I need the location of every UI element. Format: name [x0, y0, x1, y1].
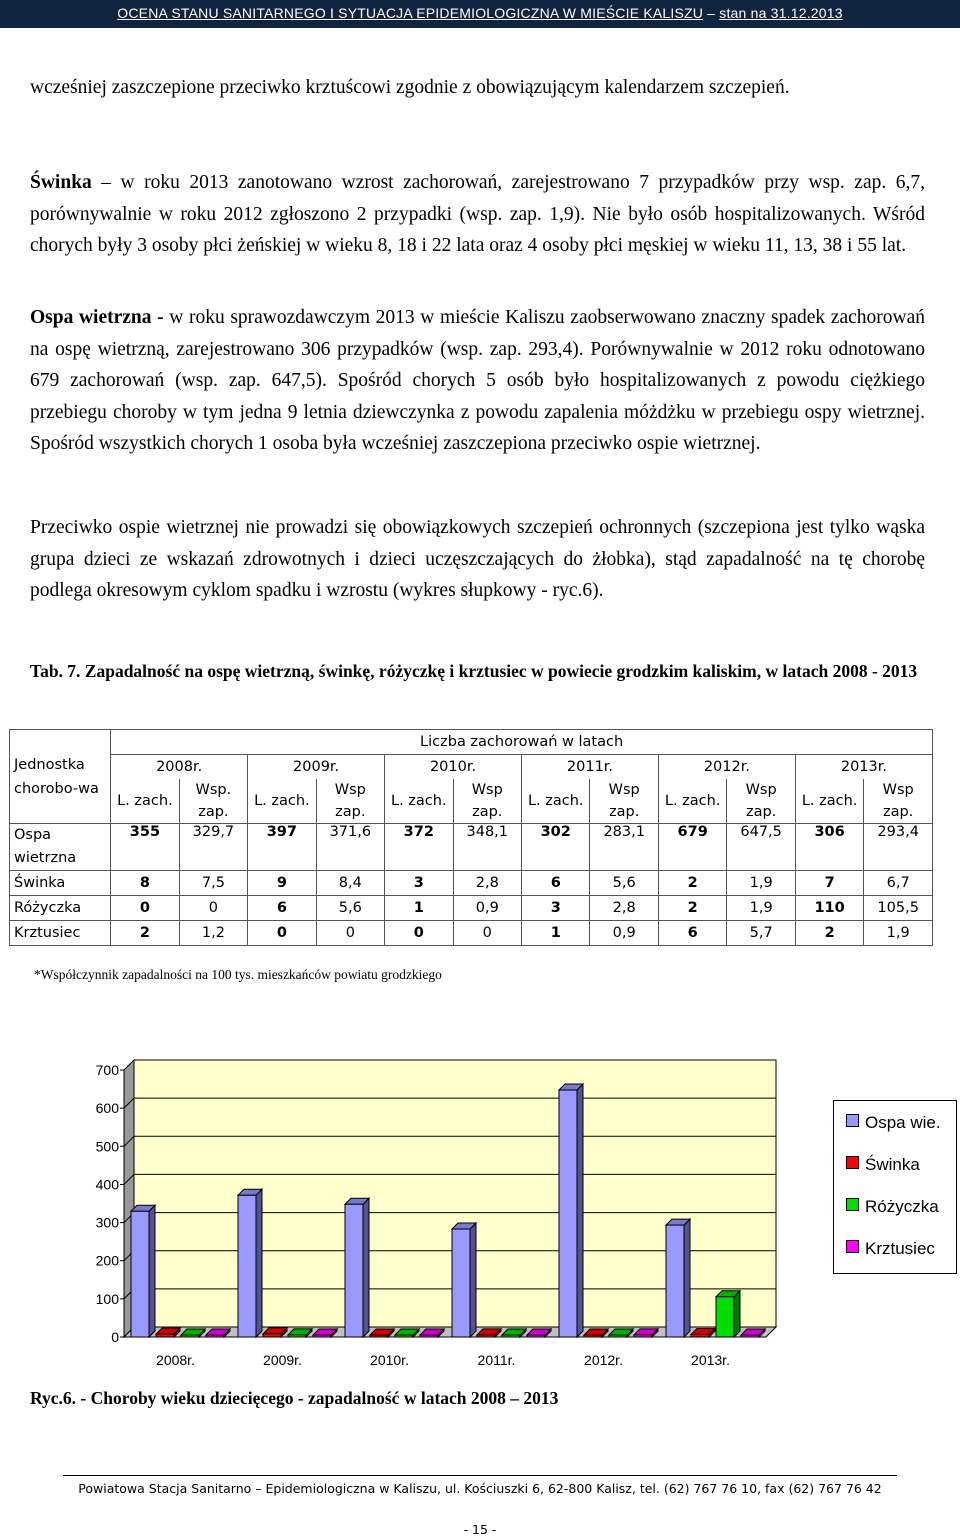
table-cell: 2,8 [453, 871, 521, 896]
bar-side [256, 1189, 262, 1337]
table-year-header: 2010r. [385, 755, 522, 780]
table-cell: 5,7 [727, 921, 795, 946]
table-cell: 355 [111, 824, 179, 871]
paragraph-swinka-text: – w roku 2013 zanotowano wzrost zachorowań, zarejestrowano 7 przypadków przy wsp. zap. 6,7, porównywalnie w roku 2012 zgłoszono 2 przypadki (wsp. zap. 1,9). Nie było osób hospitalizowanych. Wśród chorych były 3 osoby płci żeńskiej w wieku 8, 18 i 22 lata oraz 4 osoby płci męskiej w wieku 11, 13, 38 i 55 lat. [30, 172, 925, 256]
table-cell: 3 [385, 871, 453, 896]
bar [370, 1335, 388, 1337]
table-cell: 0 [111, 896, 179, 921]
table-cell: 2 [658, 896, 726, 921]
table-cell: 0 [316, 921, 384, 946]
bar [395, 1335, 413, 1337]
table-cell: 6 [658, 921, 726, 946]
y-tick-label: 400 [95, 1176, 119, 1193]
table-cell: 8,4 [316, 871, 384, 896]
table-subheader: L. zach. [111, 779, 179, 824]
table-subheader: L. zach. [522, 779, 590, 824]
x-tick-label: 2009r. [263, 1352, 302, 1368]
page-number: - 15 - [463, 1522, 497, 1537]
bar [452, 1229, 470, 1337]
legend-label: Świnka [865, 1155, 920, 1174]
table-subheader: Wsp zap. [727, 779, 795, 824]
table-cell: 7 [795, 871, 863, 896]
table-cell: 5,6 [590, 871, 658, 896]
bar [238, 1195, 256, 1337]
y-tick-label: 600 [95, 1100, 119, 1117]
table-year-header: 2009r. [248, 755, 385, 780]
table-cell: 110 [795, 896, 863, 921]
table-cell: 302 [522, 824, 590, 871]
bar [584, 1335, 602, 1337]
bar [313, 1335, 331, 1337]
legend-item [846, 1197, 939, 1217]
table-cell: 105,5 [864, 896, 933, 921]
table-cell: 1,2 [179, 921, 247, 946]
bar [559, 1090, 577, 1337]
bar-side [734, 1291, 740, 1337]
table-cell: 8 [111, 871, 179, 896]
legend-item [846, 1155, 920, 1175]
table-subheader: L. zach. [658, 779, 726, 824]
bar [666, 1225, 684, 1337]
table-subheader: Wsp zap. [316, 779, 384, 824]
table-cell: 293,4 [864, 824, 933, 871]
table-cell: 2 [658, 871, 726, 896]
bar [156, 1334, 174, 1337]
bar [345, 1204, 363, 1337]
header-title: OCENA STANU SANITARNEGO I SYTUACJA EPIDEMIOLOGICZNA W MIEŚCIE KALISZU [117, 5, 704, 21]
footer-divider [63, 1475, 897, 1476]
table-cell: 348,1 [453, 824, 521, 871]
paragraph-swinka [30, 167, 925, 262]
table-year-header: 2008r. [111, 755, 248, 780]
x-tick-label: 2010r. [370, 1352, 409, 1368]
bar-chart [0, 1040, 960, 1380]
bar [609, 1335, 627, 1337]
table-cell: 1,9 [727, 896, 795, 921]
table-row [10, 871, 933, 896]
bar [477, 1335, 495, 1337]
bar-side [363, 1198, 369, 1337]
table-cell: 0 [385, 921, 453, 946]
table-cell: 679 [658, 824, 726, 871]
table-cell: 9 [248, 871, 316, 896]
paragraph-ospa-text: w roku sprawozdawczym 2013 w mieście Kaliszu zaobserwowano znaczny spadek zachorowań na ospę wietrzną, zarejestrowano 306 przypadków (wsp. zap. 293,4). Porównywalnie w 2012 roku odnotowano 679 zachorowań (wsp. zap. 647,5). Spośród chorych 5 osób było hospitalizowanych z powodu ciężkiego przebiegu choroby w tym jedna 9 letnia dziewczynka z powodu zapalenia móżdżku w przebiegu ospy wietrznej. Spośród wszystkich chorych 1 osoba była wcześniej zaszczepiona przeciwko ospie wietrznej. [30, 307, 925, 454]
header-date: stan na 31.12.2013 [719, 5, 843, 21]
x-tick-label: 2013r. [691, 1352, 730, 1368]
table-subheader: L. zach. [385, 779, 453, 824]
table-cell: 647,5 [727, 824, 795, 871]
legend-item [846, 1239, 935, 1259]
bar [741, 1335, 759, 1337]
paragraph-szczepienia: Przeciwko ospie wietrznej nie prowadzi się obowiązkowych szczepień ochronnych (szczepiona jest tylko wąska grupa dzieci ze wskazań zdrowotnych i dzieci uczęszczających do żłobka), stąd zapadalność na tę chorobę podlega okresowym cyklom spadku i wzrostu (wykres słupkowy - ryc.6). [30, 517, 925, 601]
table-subheader: L. zach. [795, 779, 863, 824]
table-cell: 0 [179, 896, 247, 921]
table-cell: 6 [522, 871, 590, 896]
table-row [10, 824, 933, 871]
table-caption: Tab. 7. Zapadalność na ospę wietrzną, świnkę, różyczkę i krztusiec w powiecie grodzkim kaliskim, w latach 2008 - 2013 [30, 661, 918, 681]
table-cell: 1 [522, 921, 590, 946]
table-year-row [10, 755, 933, 780]
table-cell: 6 [248, 896, 316, 921]
table-year-header: 2012r. [658, 755, 795, 780]
table-footnote: *Współczynnik zapadalności na 100 tys. mieszkańców powiatu grodzkiego [34, 967, 442, 982]
table-subheader: Wsp zap. [453, 779, 521, 824]
bar [502, 1335, 520, 1337]
legend-swatch [846, 1198, 859, 1211]
legend-swatch [846, 1240, 859, 1253]
table-cell: 397 [248, 824, 316, 871]
bar [527, 1335, 545, 1337]
table-subheader: L. zach. [248, 779, 316, 824]
incidence-table [9, 729, 933, 946]
table-subheader-row [10, 779, 933, 824]
bar [420, 1335, 438, 1337]
table-row-label: Krztusiec [10, 921, 111, 946]
legend-label: Krztusiec [865, 1239, 935, 1258]
legend-swatch [846, 1156, 859, 1169]
bar-side [577, 1084, 583, 1337]
table-cell: 306 [795, 824, 863, 871]
table-cell: 1,9 [864, 921, 933, 946]
legend-item [846, 1113, 941, 1133]
legend-label: Różyczka [865, 1197, 939, 1216]
paragraph-continuation: wcześniej zaszczepione przeciwko krztuścowi zgodnie z obowiązującym kalendarzem szczepień. [30, 77, 790, 98]
paragraph-swinka-lead: Świnka [30, 172, 92, 193]
footer-address: Powiatowa Stacja Sanitarno – Epidemiologiczna w Kaliszu, ul. Kościuszki 6, 62-800 Kalisz, tel. (62) 767 76 10, fax (62) 767 76 42 [78, 1481, 882, 1496]
table-cell: 0,9 [453, 896, 521, 921]
table-row-label: Świnka [10, 871, 111, 896]
table-header-row [10, 730, 933, 755]
x-tick-label: 2012r. [584, 1352, 623, 1368]
legend-label: Ospa wie. [865, 1113, 941, 1132]
table-body [10, 824, 933, 946]
y-tick-label: 200 [95, 1252, 119, 1269]
table-subheader: Wsp zap. [864, 779, 933, 824]
table-cell: 2 [795, 921, 863, 946]
table-subheader: Wsp zap. [590, 779, 658, 824]
y-tick-label: 300 [95, 1214, 119, 1231]
table-cell: 0,9 [590, 921, 658, 946]
table-cell: 6,7 [864, 871, 933, 896]
y-tick-label: 0 [111, 1329, 119, 1345]
x-tick-label: 2011r. [477, 1352, 516, 1368]
bar [288, 1335, 306, 1337]
x-tick-label: 2008r. [156, 1352, 195, 1368]
chart-legend [833, 1100, 957, 1274]
table-cell: 1 [385, 896, 453, 921]
table-cell: 3 [522, 896, 590, 921]
chart-caption: Ryc.6. - Choroby wieku dziecięcego - zapadalność w latach 2008 – 2013 [30, 1388, 559, 1408]
table-cell: 1,9 [727, 871, 795, 896]
y-tick-label: 500 [95, 1138, 119, 1155]
bar [206, 1335, 224, 1337]
table-row-label: Różyczka [10, 896, 111, 921]
table-row [10, 896, 933, 921]
bar [181, 1335, 199, 1337]
table-cell: 0 [453, 921, 521, 946]
paragraph-ospa-lead: Ospa wietrzna - [30, 307, 164, 328]
table-cell: 2 [111, 921, 179, 946]
table-cell: 7,5 [179, 871, 247, 896]
table-cell: 283,1 [590, 824, 658, 871]
table-corner-header: Jednostka chorobo-wa [10, 730, 111, 824]
bar [634, 1335, 652, 1337]
bar [691, 1334, 709, 1337]
bar-side [149, 1205, 155, 1337]
y-tick-label: 100 [95, 1290, 119, 1307]
y-tick-label: 700 [95, 1062, 119, 1078]
table-cell: 372 [385, 824, 453, 871]
table-cell: 5,6 [316, 896, 384, 921]
bar-side [470, 1223, 476, 1337]
table-cell: 329,7 [179, 824, 247, 871]
table-row [10, 921, 933, 946]
table-subheader: Wsp. zap. [179, 779, 247, 824]
table-year-header: 2013r. [795, 755, 932, 780]
bar [131, 1211, 149, 1337]
paragraph-ospa [30, 302, 925, 460]
bar [263, 1334, 281, 1337]
table-cell: 2,8 [590, 896, 658, 921]
table-cell: 371,6 [316, 824, 384, 871]
table-year-header: 2011r. [522, 755, 659, 780]
table-row-label: Ospa wietrzna [10, 824, 111, 871]
table-cell: 0 [248, 921, 316, 946]
bar-side [684, 1219, 690, 1337]
chart-area [0, 1040, 960, 1380]
table-group-header: Liczba zachorowań w latach [111, 730, 933, 755]
running-header: OCENA STANU SANITARNEGO I SYTUACJA EPIDEMIOLOGICZNA W MIEŚCIE KALISZU – stan na 31.12.2013 [117, 5, 843, 21]
legend-swatch [846, 1114, 859, 1127]
bar [716, 1297, 734, 1337]
